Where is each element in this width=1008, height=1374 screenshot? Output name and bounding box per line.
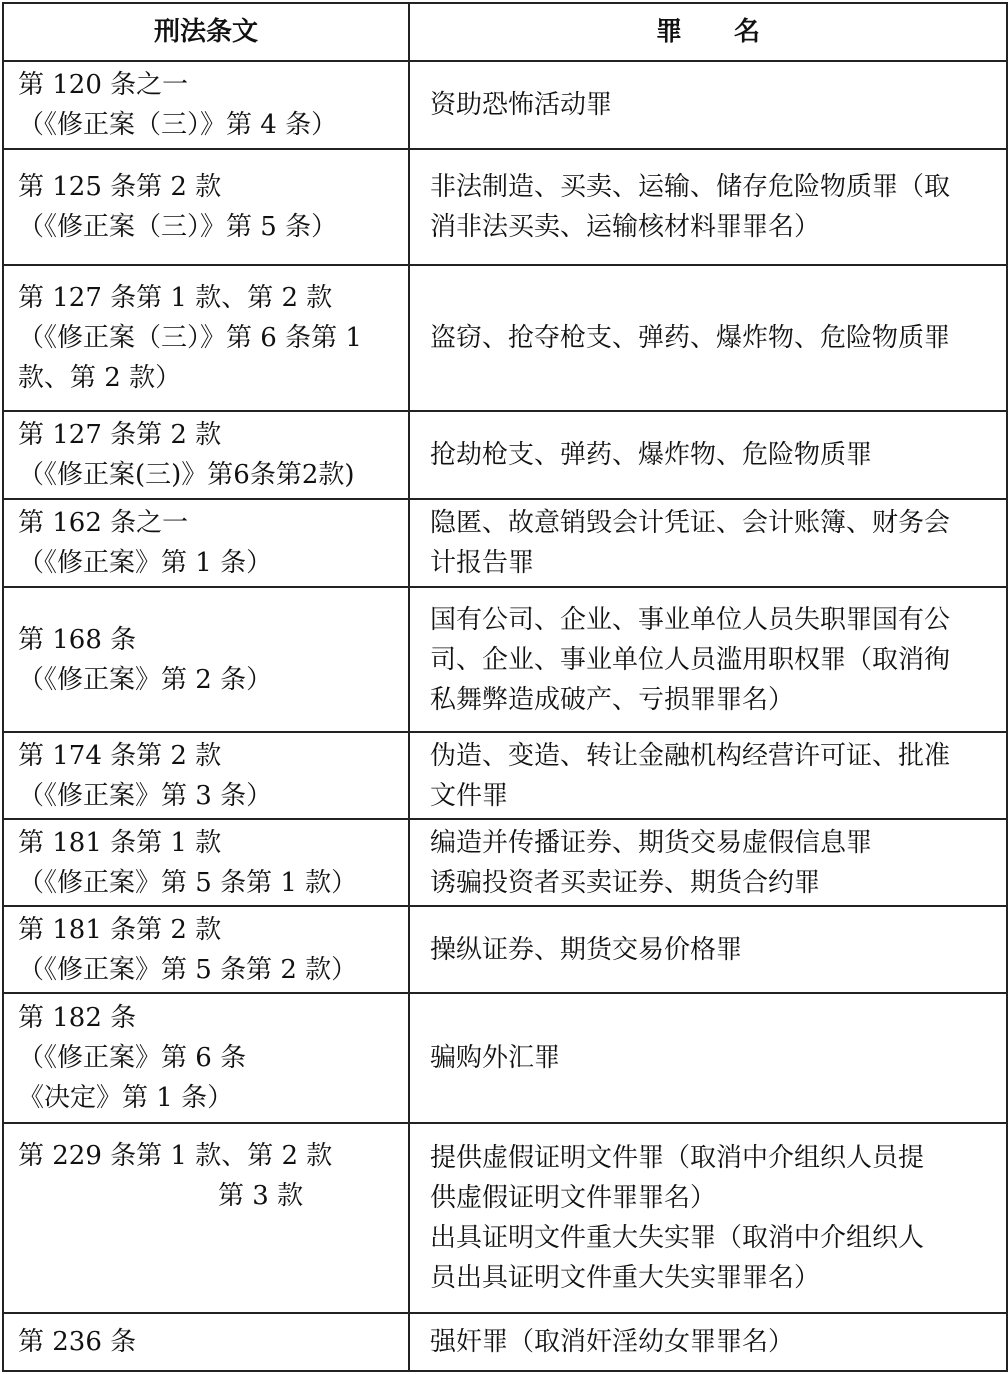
article-line: （《修正案》第 3 条） <box>18 780 273 811</box>
article-line: （《修正案》第 5 条第 2 款） <box>18 954 358 985</box>
crime-cell <box>409 587 1007 732</box>
crime-cell <box>409 61 1007 149</box>
crime-line: 骗购外汇罪 <box>430 1043 561 1073</box>
article-line: （《修正案》第 1 条） <box>18 548 273 578</box>
article-line: 第 181 条第 2 款 <box>18 914 222 945</box>
article-line: 第 174 条第 2 款 <box>18 740 222 771</box>
crime-line: 私舞弊造成破产、亏损罪罪名） <box>430 684 795 715</box>
header-article: 刑法条文 <box>3 3 409 61</box>
article-line: 第 120 条之一 <box>18 70 189 100</box>
article-cell <box>3 587 409 732</box>
article-line: 款、第 2 款） <box>18 363 182 393</box>
crime-line: 司、企业、事业单位人员滥用职权罪（取消徇 <box>430 644 951 675</box>
table-row <box>3 149 1007 265</box>
crime-line: 强奸罪（取消奸淫幼女罪罪名） <box>430 1327 795 1357</box>
table-row <box>3 819 1007 906</box>
article-cell <box>3 411 409 499</box>
article-cell <box>3 1123 409 1313</box>
table-row <box>3 587 1007 732</box>
crime-cell <box>409 499 1007 587</box>
article-cell <box>3 819 409 906</box>
crime-line: 文件罪 <box>430 780 509 811</box>
article-line: 第 182 条 <box>18 1003 137 1033</box>
article-cell <box>3 265 409 411</box>
article-cell <box>3 61 409 149</box>
article-cell <box>3 993 409 1123</box>
table-row <box>3 61 1007 149</box>
article-line: （《修正案》第 5 条第 1 款） <box>18 867 358 898</box>
crime-line: 诱骗投资者买卖证券、期货合约罪 <box>430 867 821 898</box>
crime-line: 资助恐怖活动罪 <box>430 90 613 120</box>
crime-line: 消非法买卖、运输核材料罪罪名） <box>430 212 821 242</box>
article-line: 第 127 条第 1 款、第 2 款 <box>18 283 333 313</box>
crime-line: 非法制造、买卖、运输、储存危险物质罪（取 <box>430 172 951 202</box>
header-crime-name: 罪 名 <box>409 3 1007 61</box>
crime-line: 编造并传播证券、期货交易虚假信息罪 <box>430 827 873 858</box>
article-line: 《决定》第 1 条） <box>18 1083 234 1113</box>
article-line: （《修正案(三)》第6条第2款) <box>18 460 355 490</box>
table-row <box>3 1123 1007 1313</box>
article-line: 第 229 条第 1 款、第 2 款 <box>18 1141 333 1171</box>
table-row <box>3 732 1007 819</box>
crime-cell <box>409 1123 1007 1313</box>
crime-line: 隐匿、故意销毁会计凭证、会计账簿、财务会 <box>430 508 951 538</box>
article-line: 第 125 条第 2 款 <box>18 172 222 202</box>
article-line: （《修正案》第 2 条） <box>18 664 273 695</box>
crime-line: 供虚假证明文件罪罪名） <box>430 1183 717 1213</box>
article-line: 第 3 款 <box>218 1181 304 1211</box>
crime-line: 国有公司、企业、事业单位人员失职罪国有公 <box>430 604 951 635</box>
crime-line: 抢劫枪支、弹药、爆炸物、危险物质罪 <box>430 440 873 470</box>
article-cell <box>3 1313 409 1371</box>
article-cell <box>3 732 409 819</box>
crime-cell <box>409 265 1007 411</box>
crime-cell <box>409 819 1007 906</box>
article-line: 第 168 条 <box>18 624 137 655</box>
crime-cell <box>409 906 1007 993</box>
crime-table <box>2 2 1008 1372</box>
article-line: 第 236 条 <box>18 1327 137 1357</box>
crime-cell <box>409 1313 1007 1371</box>
article-line: （《修正案（三）》第 6 条第 1 <box>18 323 362 353</box>
table-row <box>3 265 1007 411</box>
article-line: （《修正案》第 6 条 <box>18 1043 247 1073</box>
crime-line: 提供虚假证明文件罪（取消中介组织人员提 <box>430 1143 925 1173</box>
crime-line: 员出具证明文件重大失实罪罪名） <box>430 1263 821 1293</box>
article-line: 第 127 条第 2 款 <box>18 420 222 450</box>
crime-line: 计报告罪 <box>430 548 535 578</box>
crime-cell <box>409 149 1007 265</box>
crime-cell <box>409 411 1007 499</box>
table-row <box>3 499 1007 587</box>
table-row <box>3 1313 1007 1371</box>
crime-cell <box>409 993 1007 1123</box>
table-row <box>3 906 1007 993</box>
article-line: 第 162 条之一 <box>18 508 189 538</box>
table-row <box>3 993 1007 1123</box>
crime-line: 出具证明文件重大失实罪（取消中介组织人 <box>430 1223 925 1253</box>
article-line: （《修正案（三）》第 4 条） <box>18 110 338 140</box>
article-cell <box>3 149 409 265</box>
crime-line: 操纵证券、期货交易价格罪 <box>430 934 743 965</box>
article-cell <box>3 499 409 587</box>
table-header-row <box>3 3 1007 61</box>
article-line: （《修正案（三）》第 5 条） <box>18 212 338 242</box>
article-cell <box>3 906 409 993</box>
crime-line: 盗窃、抢夺枪支、弹药、爆炸物、危险物质罪 <box>430 323 951 353</box>
table-row <box>3 411 1007 499</box>
crime-line: 伪造、变造、转让金融机构经营许可证、批准 <box>430 740 951 771</box>
article-line: 第 181 条第 1 款 <box>18 827 222 858</box>
crime-cell <box>409 732 1007 819</box>
